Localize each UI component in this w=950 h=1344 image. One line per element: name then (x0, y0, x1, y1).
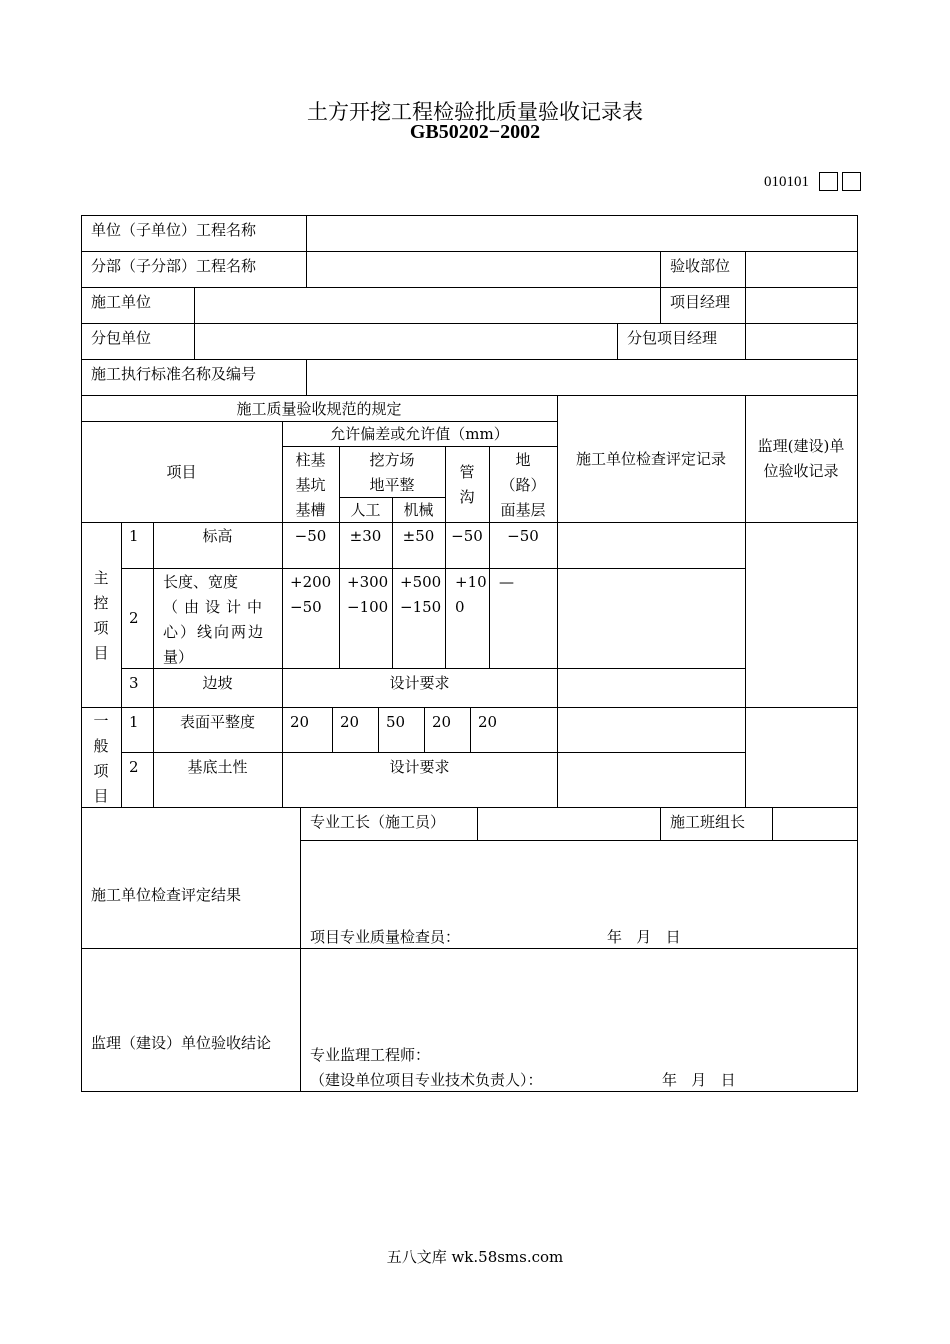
table-border-top (81, 215, 858, 216)
col-divider (332, 707, 333, 753)
document-title: 土方开挖工程检验批质量验收记录表 (307, 100, 643, 124)
item-name: 边坡 (202, 674, 233, 692)
row-divider (121, 668, 745, 669)
main-group-2: 控 (93, 594, 109, 612)
requirement-cell: 设计要求 (389, 758, 450, 776)
col-zhuji-3: 基槽 (295, 501, 326, 519)
value-cell: 20 (432, 713, 452, 731)
value-cell: +10 (455, 573, 487, 591)
label-inspector: 项目专业质量检查员： (310, 928, 461, 946)
label-sub-project-manager: 分包项目经理 (627, 329, 718, 347)
row-divider (81, 948, 858, 949)
code-box-2[interactable] (842, 172, 861, 191)
row-divider (300, 840, 858, 841)
col-guangou-2: 沟 (459, 488, 475, 506)
label-sub-unit: 分包单位 (91, 329, 152, 347)
col-rengong: 人工 (350, 501, 381, 519)
item-name-line: 量） (163, 648, 194, 666)
supervise-record-header-2: 位验收记录 (763, 462, 839, 480)
table-border-right (857, 215, 858, 1092)
row-divider (81, 251, 858, 252)
col-divider (660, 807, 661, 841)
tolerance-header: 允许偏差或允许值（mm） (330, 425, 509, 443)
supervise-record-header-1: 监理(建设)单 (757, 437, 845, 455)
col-wafang-1: 挖方场 (369, 451, 415, 469)
col-divider (378, 707, 379, 753)
value-cell: −50 (451, 527, 483, 545)
item-name-line: 心）线向两边 (163, 623, 266, 641)
value-cell: −50 (507, 527, 539, 545)
row-divider (81, 807, 858, 808)
check-record-header: 施工单位检查评定记录 (575, 450, 726, 468)
label-check-result: 施工单位检查评定结果 (91, 886, 242, 904)
value-cell: +200 (290, 573, 332, 591)
general-group-4: 目 (93, 787, 109, 805)
value-cell: −50 (290, 598, 322, 616)
general-group-1: 一 (93, 712, 109, 730)
col-zhuji-2: 基坑 (295, 476, 326, 494)
row-divider (121, 752, 745, 753)
col-divider (306, 215, 307, 287)
row-number: 3 (129, 674, 139, 692)
main-group-1: 主 (93, 569, 109, 587)
standard-code: GB50202−2002 (409, 121, 541, 143)
item-name: 基底土性 (187, 758, 248, 776)
col-divider (617, 323, 618, 359)
value-cell: −50 (294, 527, 327, 545)
value-cell: +300 (347, 573, 389, 591)
row-divider (81, 287, 858, 288)
main-group-4: 目 (93, 644, 109, 662)
col-divider (470, 707, 471, 753)
code-box-1[interactable] (819, 172, 838, 191)
label-standard-name: 施工执行标准名称及编号 (91, 365, 257, 383)
form-code: 010101 (764, 174, 809, 190)
col-divider (300, 807, 301, 1092)
col-dilu-1: 地 (515, 451, 531, 469)
label-engineer: 专业监理工程师： (310, 1046, 431, 1064)
date-field: 年 月 日 (662, 1071, 736, 1089)
label-accept-part: 验收部位 (670, 257, 731, 275)
row-number: 2 (129, 758, 139, 776)
item-name-line: 长度、宽度 (163, 573, 239, 591)
value-cell: +500 (400, 573, 442, 591)
general-group-3: 项 (93, 762, 109, 780)
col-jixie: 机械 (403, 501, 434, 519)
general-group-2: 般 (93, 737, 109, 755)
main-group-3: 项 (93, 619, 109, 637)
requirement-cell: 设计要求 (389, 674, 450, 692)
value-cell: 50 (386, 713, 406, 731)
label-supervise-conclusion: 监理（建设）单位验收结论 (91, 1034, 272, 1052)
item-header: 项目 (166, 463, 197, 481)
row-number: 1 (129, 527, 139, 545)
item-name: 表面平整度 (179, 713, 255, 731)
col-divider (424, 707, 425, 753)
label-sub-name: 分部（子分部）工程名称 (91, 257, 257, 275)
item-name: 标高 (202, 527, 233, 545)
col-divider (772, 807, 773, 841)
row-divider (81, 323, 858, 324)
spec-header: 施工质量验收规范的规定 (236, 400, 402, 418)
row-divider (121, 568, 745, 569)
row-divider (81, 522, 858, 523)
col-divider (121, 522, 122, 808)
row-divider (81, 359, 858, 360)
value-cell: −150 (400, 598, 442, 616)
col-divider (194, 287, 195, 359)
row-number: 1 (129, 713, 139, 731)
value-cell: ±50 (402, 527, 435, 545)
col-divider (745, 251, 746, 359)
label-construction-unit: 施工单位 (91, 293, 152, 311)
label-foreman: 专业工长（施工员） (310, 813, 446, 831)
label-team-leader: 施工班组长 (670, 813, 746, 831)
value-cell: ±30 (349, 527, 382, 545)
row-divider (81, 395, 858, 396)
value-cell: 20 (478, 713, 498, 731)
col-dilu-2: （路） (500, 476, 546, 494)
row-number: 2 (129, 609, 139, 627)
col-zhuji-1: 柱基 (295, 451, 326, 469)
col-divider (660, 251, 661, 323)
value-cell: −100 (347, 598, 389, 616)
col-wafang-2: 地平整 (369, 476, 415, 494)
col-guangou-1: 管 (459, 463, 475, 481)
label-unit-name: 单位（子单位）工程名称 (91, 221, 257, 239)
value-cell: 20 (340, 713, 360, 731)
label-owner-rep: （建设单位项目专业技术负责人）： (310, 1071, 543, 1089)
value-cell: — (499, 573, 514, 591)
item-name-line: （由设计中 (163, 598, 269, 616)
date-field: 年 月 日 (607, 928, 681, 946)
col-dilu-3: 面基层 (500, 501, 546, 519)
label-project-manager: 项目经理 (670, 293, 731, 311)
footer-watermark: 五八文库 wk.58sms.com (386, 1248, 564, 1266)
value-cell: 20 (290, 713, 310, 731)
value-cell: 0 (455, 598, 465, 616)
col-divider (477, 807, 478, 841)
col-divider (306, 359, 307, 395)
